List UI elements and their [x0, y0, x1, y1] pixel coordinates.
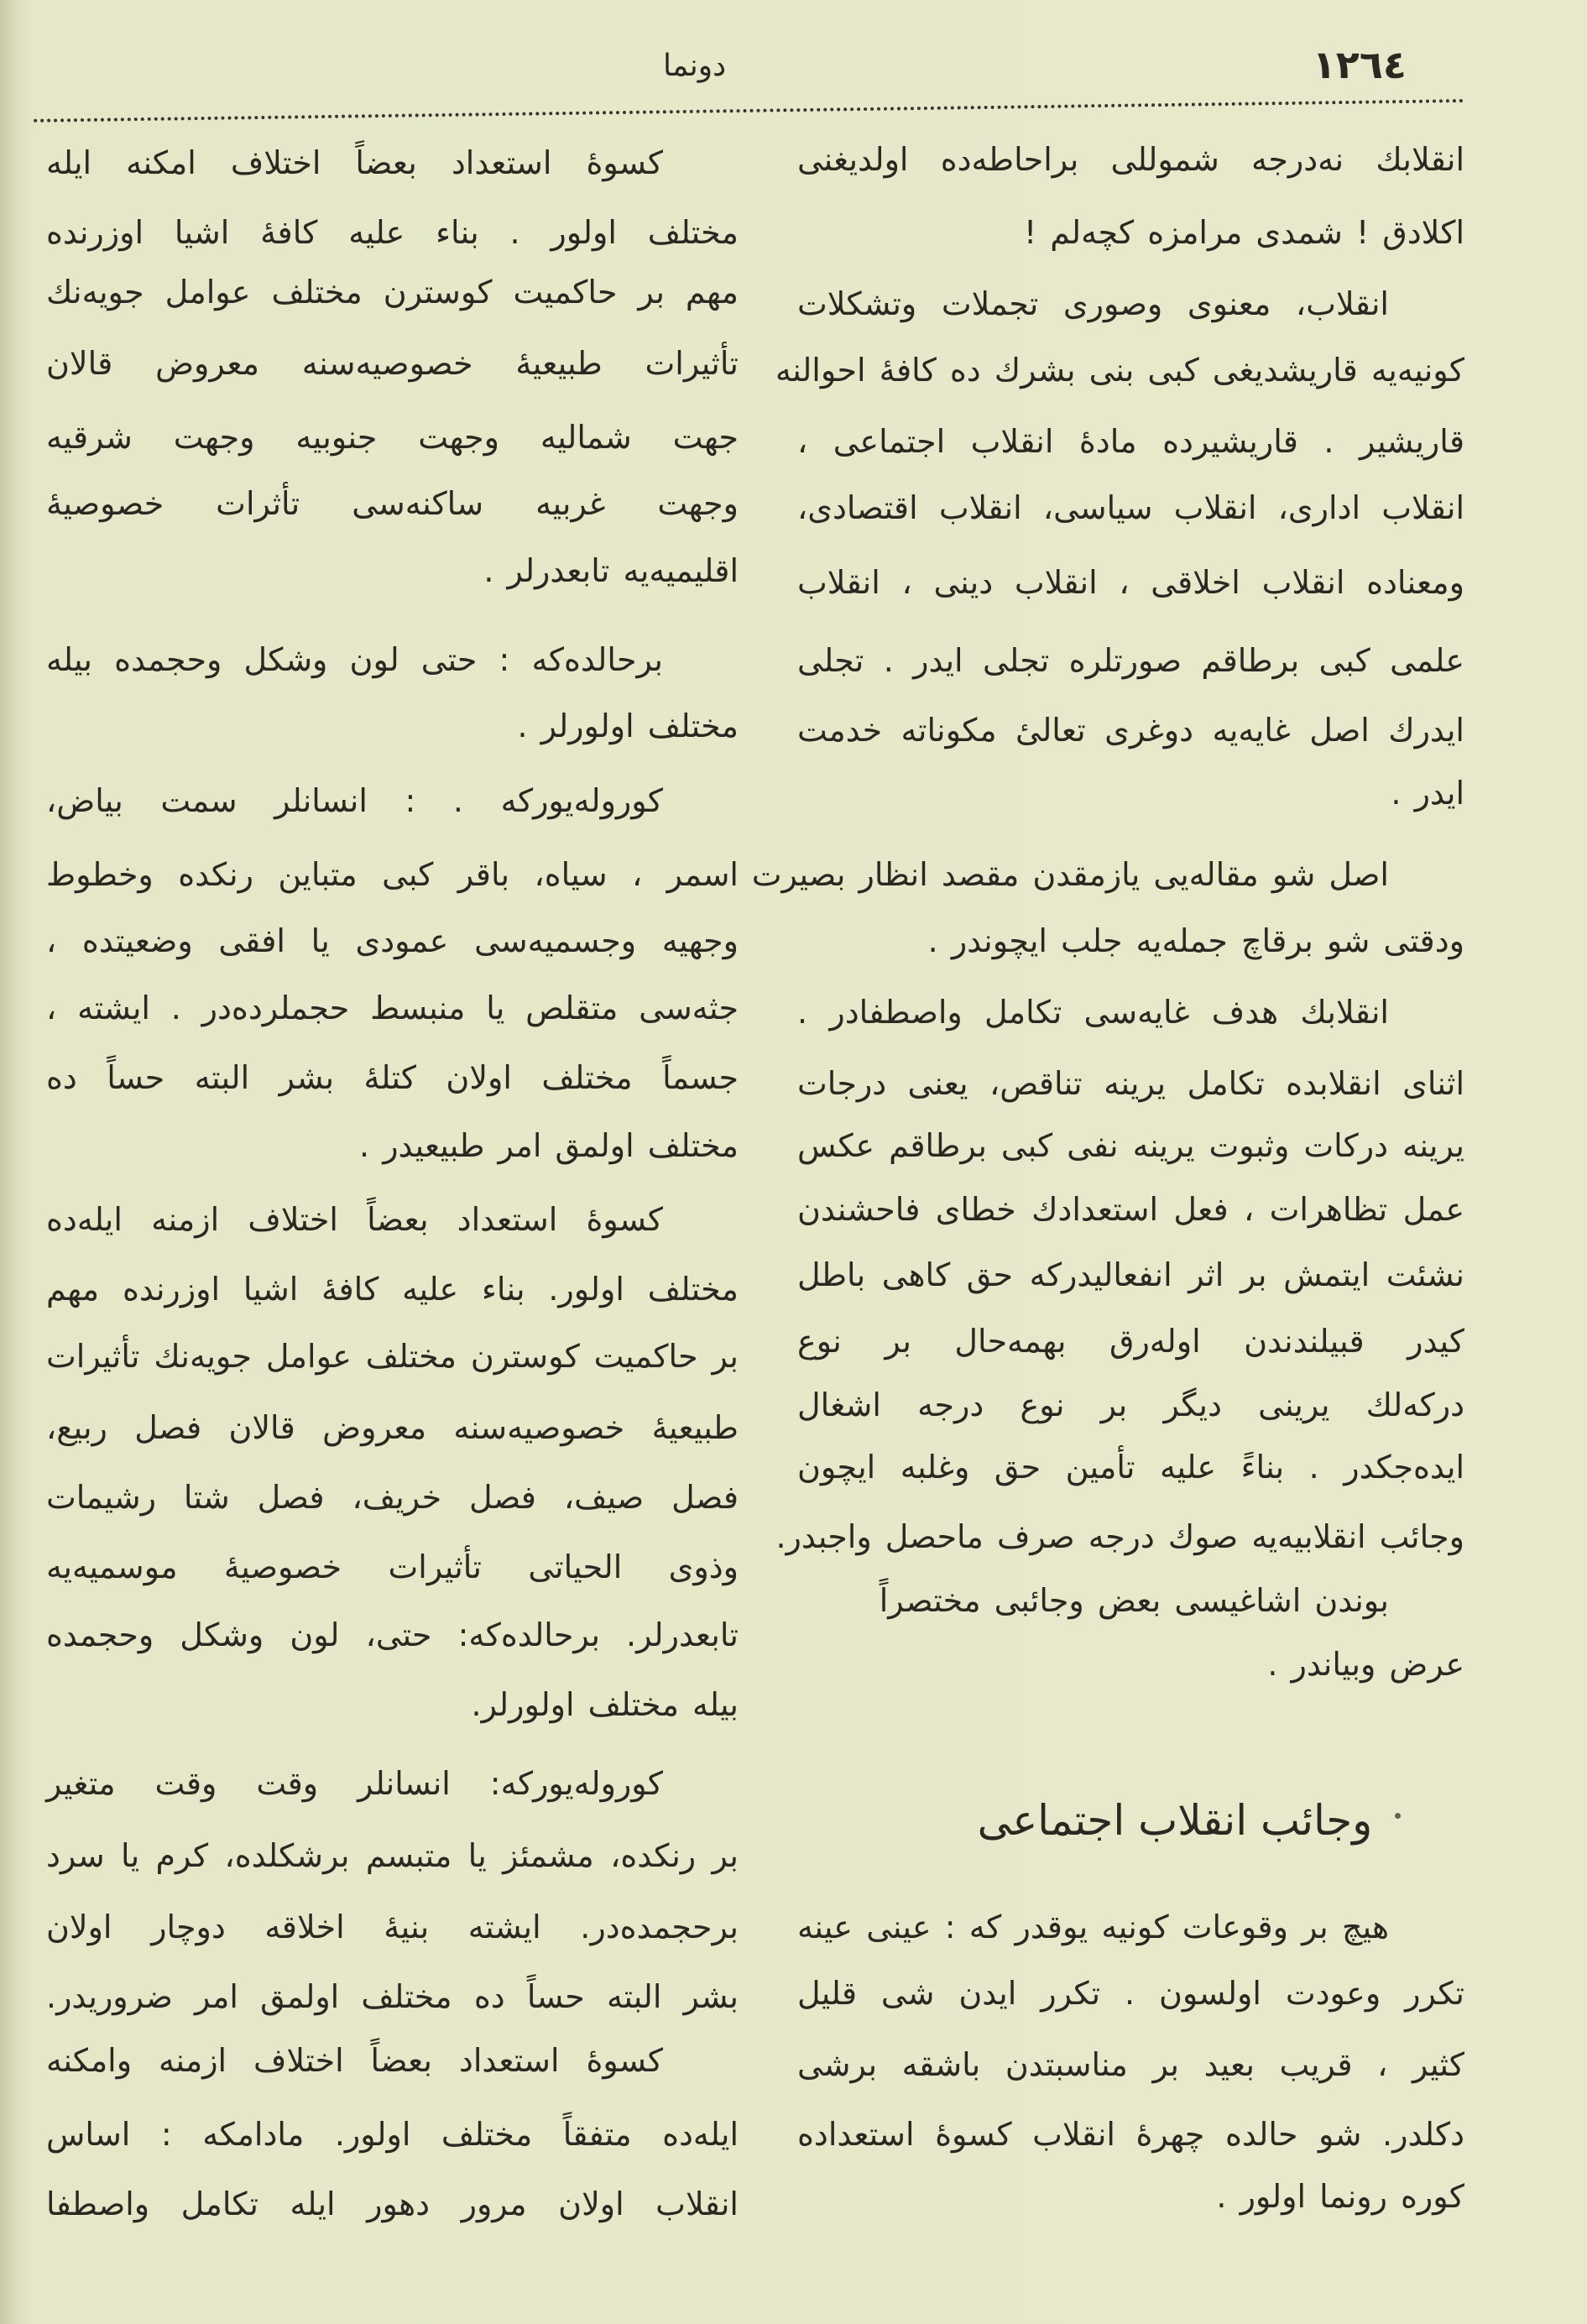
- section-text-line: دكلدر. شو حالده چهرهٔ انقلاب كسوهٔ استعداده: [797, 2116, 1464, 2153]
- text-line: انقلابك هدف غایه‌سی تكامل واصطفادر .: [797, 994, 1389, 1031]
- section-text-line: كثیر ، قریب بعید بر مناسبتدن باشقه برشی: [797, 2046, 1464, 2083]
- text-line: مهم بر حاكمیت كوسترن مختلف عوامل جویه‌نك: [46, 274, 739, 311]
- text-line: ایده‌جكدر . بناءً علیه تأمین حق وغلبه ایچون: [797, 1449, 1464, 1486]
- text-line: اصل شو مقاله‌یی یازمقدن مقصد انظار بصیرت: [751, 856, 1389, 893]
- text-line: مختلف اولور . بناء علیه كافهٔ اشیا اوزرنده: [46, 214, 739, 251]
- text-line: عمل تظاهرات ، فعل استعدادك خطای فاحشندن: [797, 1191, 1464, 1228]
- text-line: علمی كبی برطاقم صورتلره تجلی ایدر . تجلی: [797, 642, 1464, 679]
- text-line: بیله مختلف اولورلر.: [471, 1686, 739, 1723]
- text-line: مختلف اولور. بناء علیه كافهٔ اشیا اوزرنده مهم: [46, 1271, 739, 1308]
- text-line: وذوی الحیاتی تأثیرات خصوصیهٔ موسمیه‌یه: [46, 1548, 739, 1585]
- text-line: كوروله‌یوركه . : انسانلر سمت بیاض،: [46, 782, 663, 819]
- text-line: كسوهٔ استعداد بعضاً اختلاف ازمنه وامكنه: [46, 2042, 663, 2079]
- text-line: بر حاكمیت كوسترن مختلف عوامل جویه‌نك تأثیرات: [46, 1338, 739, 1375]
- text-line: كونیه‌یه قاریشدیغی كبی بنی بشرك ده كافهٔ احوالنه: [775, 352, 1464, 389]
- text-line: بر رنكده، مشمئز یا متبسم برشكلده، كرم یا سرد: [46, 1837, 739, 1874]
- text-line: ایدرك اصل غایه‌یه دوغری تعالیٔ مكوناته خدمت: [797, 712, 1464, 749]
- text-line: اثنای انقلابده تكامل یرینه تناقص، یعنی درجات: [797, 1065, 1464, 1102]
- text-line: بوندن اشاغیسی بعض وجائبی مختصراً: [879, 1582, 1389, 1619]
- header-dotted-rule: [34, 99, 1464, 123]
- text-line: قاریشیر . قاریشیرده مادهٔ انقلاب اجتماعی ،: [797, 423, 1464, 460]
- running-title: دونما: [663, 49, 727, 83]
- page-number: ١٢٦٤: [1312, 42, 1407, 87]
- text-line: بشر البته حساً ده مختلف اولمق امر ضروریدر.: [46, 1978, 739, 2015]
- text-line: اقلیمیه‌یه تابعدرلر .: [483, 552, 739, 589]
- text-line: تأثیرات طبیعیهٔ خصوصیه‌سنه معروض قالان: [46, 345, 739, 382]
- text-line: یرینه دركات وثبوت یرینه نفی كبی برطاقم عكس: [797, 1127, 1464, 1164]
- text-line: ودقتی شو برقاچ جمله‌یه جلب ایچوندر .: [927, 922, 1464, 959]
- text-line: نشئت ایتمش بر اثر انفعالیدركه حق كاهی باطل: [797, 1256, 1464, 1293]
- text-line: جسماً مختلف اولان كتلهٔ بشر البته حساً ده: [46, 1059, 739, 1096]
- text-line: اسمر ، سیاه، باقر كبی متباین رنكده وخطوط: [46, 856, 739, 893]
- text-line: جثه‌سی متقلص یا منبسط حجملرده‌در . ایشته ،: [46, 990, 739, 1026]
- text-line: وجهت غربیه ساكنه‌سی تأثرات خصوصیهٔ: [46, 485, 739, 522]
- text-line: عرض وبیاندر .: [1267, 1646, 1464, 1683]
- text-line: مختلف اولمق امر طبیعیدر .: [359, 1127, 739, 1164]
- text-line: وجهیه وجسمیه‌سی عمودی یا افقی وضعیتده ،: [46, 922, 739, 959]
- section-text-line: تكرر وعودت اولسون . تكرر ایدن شی قلیل: [797, 1975, 1464, 2012]
- text-line: فصل صیف، فصل خریف، فصل شتا رشیمات: [46, 1479, 739, 1516]
- text-line: ایدر .: [1391, 775, 1464, 812]
- text-line: ومعناده انقلاب اخلاقی ، انقلاب دینی ، انقلاب: [797, 564, 1464, 601]
- text-line: برحجمده‌در. ایشته بنیهٔ اخلاقه دوچار اولان: [46, 1909, 739, 1945]
- ink-dot: [1395, 1813, 1401, 1819]
- text-line: كوروله‌یوركه: انسانلر وقت وقت متغیر: [46, 1765, 663, 1802]
- text-line: ایله‌ده متفقاً مختلف اولور. مادامكه : اساس: [46, 2116, 739, 2153]
- text-line: جهت شمالیه وجهت جنوبیه وجهت شرقیه: [46, 419, 739, 456]
- text-line: تابعدرلر. برحالده‌كه: حتی، لون وشكل وحجمده: [46, 1616, 739, 1653]
- section-text-line: هیچ بر وقوعات كونیه یوقدر كه : عینی عینه: [797, 1909, 1389, 1945]
- text-line: انقلاب اولان مرور دهور ایله تكامل واصطفا: [46, 2186, 739, 2222]
- text-line: كسوهٔ استعداد بعضاً اختلاف ازمنه ایله‌ده: [46, 1201, 663, 1238]
- text-line: اكلادق ! شمدی مرامزه كچه‌لم !: [1023, 214, 1464, 251]
- text-line: مختلف اولورلر .: [517, 708, 739, 744]
- section-heading: وجائب انقلاب اجتماعی: [977, 1796, 1373, 1845]
- text-line: دركه‌لك یرینی دیگر بر نوع درجه اشغال: [797, 1387, 1464, 1423]
- section-text-line: كوره رونما اولور .: [1216, 2178, 1464, 2215]
- text-line: كیدر قبیلندندن اوله‌رق بهمه‌حال بر نوع: [797, 1323, 1464, 1360]
- text-line: انقلابك نه‌درجه شموللی براحاطه‌ده اولدیغنی: [797, 141, 1464, 178]
- text-line: كسوهٔ استعداد بعضاً اختلاف امكنه ایله: [46, 144, 663, 181]
- text-line: طبیعیهٔ خصوصیه‌سنه معروض قالان فصل ربیع،: [46, 1409, 739, 1446]
- text-line: وجائب انقلابیه‌یه صوك درجه صرف ماحصل واجبدر.: [775, 1518, 1464, 1555]
- text-line: انقلاب، معنوی وصوری تجملات وتشكلات: [797, 285, 1389, 322]
- text-line: برحالده‌كه : حتی لون وشكل وحجمده بیله: [46, 641, 663, 678]
- text-line: انقلاب اداری، انقلاب سیاسی، انقلاب اقتصادی،: [797, 489, 1464, 526]
